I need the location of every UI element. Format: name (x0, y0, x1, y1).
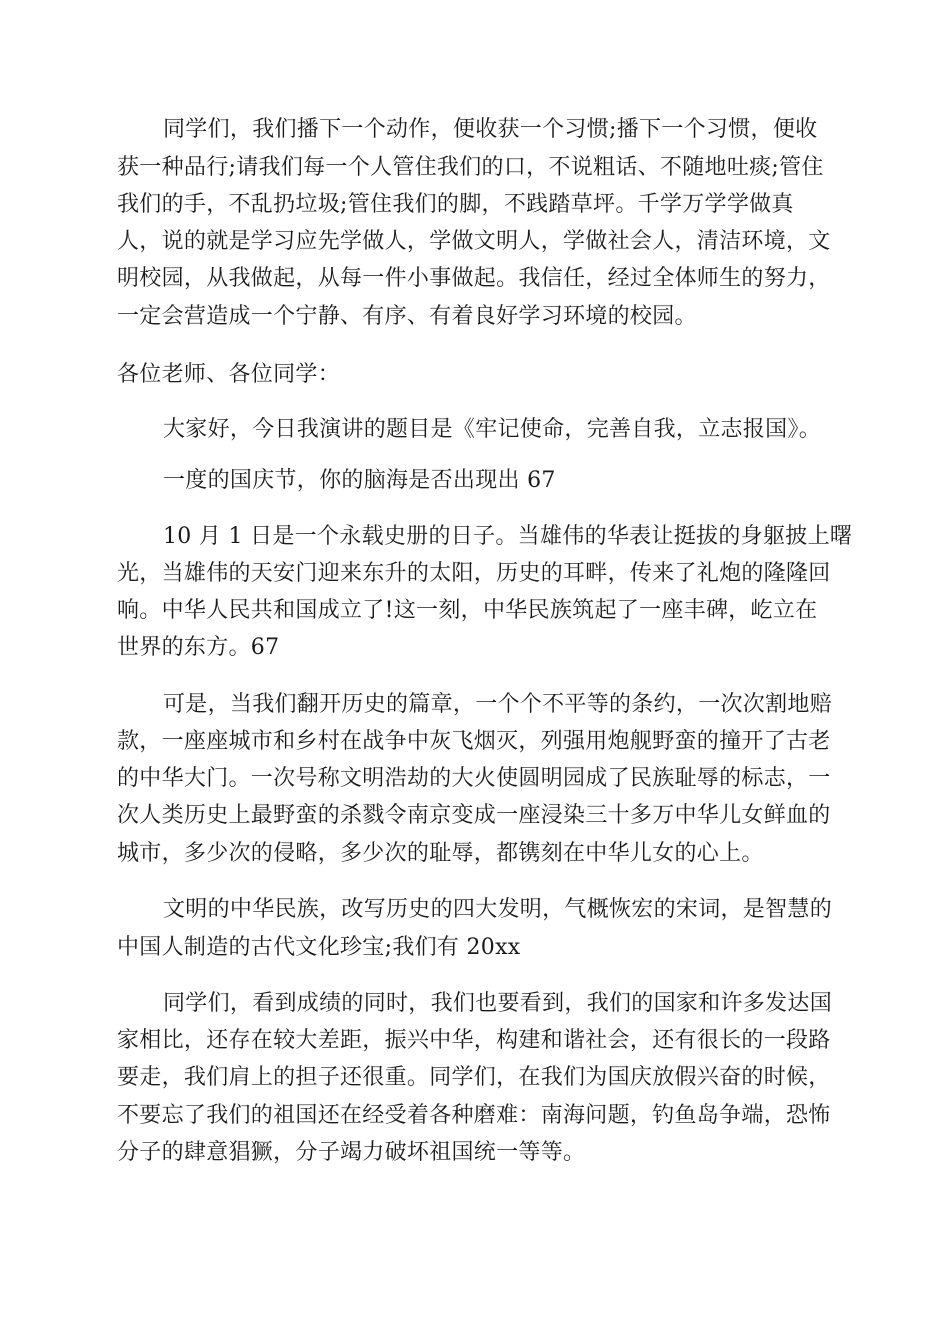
paragraph-line: 文明的中华民族，改写历史的四大发明，气概恢宏的宋词，是智慧的 (163, 897, 833, 922)
paragraph-line: 10 月 1 日是一个永载史册的日子。当雄伟的华表让挺拔的身躯披上曙 (163, 524, 853, 549)
paragraph-line: 人，说的就是学习应先学做人，学做文明人，学做社会人，清洁环境，文 (117, 229, 831, 254)
paragraph-line: 可是，当我们翻开历史的篇章，一个个不平等的条约，一次次割地赔 (163, 692, 833, 717)
paragraph-line: 明校园，从我做起，从每一件小事做起。我信任，经过全体师生的努力， (117, 266, 831, 291)
paragraph-line: 大家好，今日我演讲的题目是《牢记使命，完善自我，立志报国》。 (163, 417, 822, 442)
paragraph-line: 同学们，我们播下一个动作，便收获一个习惯;播下一个习惯，便收 (163, 117, 818, 142)
paragraph-line: 的中华大门。一次号称文明浩劫的大火使圆明园成了民族耻辱的标志，一 (117, 766, 831, 791)
paragraph-line: 城市，多少次的侵略，多少次的耻辱，都镌刻在中华儿女的心上。 (117, 841, 764, 866)
paragraph-line: 次人类历史上最野蛮的杀戮令南京变成一座浸染三十多万中华儿女鲜血的 (117, 803, 831, 828)
paragraph-line: 不要忘了我们的祖国还在经受着各种磨难：南海问题，钓鱼岛争端，恐怖 (117, 1103, 831, 1128)
paragraph-line: 光，当雄伟的天安门迎来东升的太阳，历史的耳畔，传来了礼炮的隆隆回 (117, 561, 831, 586)
paragraph-line: 世界的东方。67 (117, 635, 280, 660)
salutation: 各位老师、各位同学： (117, 362, 341, 387)
paragraph-line: 一定会营造成一个宁静、有序、有着良好学习环境的校园。 (117, 304, 697, 329)
paragraph-line: 中国人制造的古代文化珍宝;我们有 20xx (117, 935, 521, 960)
paragraph-line: 一度的国庆节，你的脑海是否出现出 67 (163, 468, 556, 493)
paragraph-line: 同学们，看到成绩的同时，我们也要看到，我们的国家和许多发达国 (163, 991, 833, 1016)
paragraph-line: 我们的手，不乱扔垃圾;管住我们的脚，不践踏草坪。千学万学学做真 (117, 192, 794, 217)
paragraph-line: 款，一座座城市和乡村在战争中灰飞烟灭，列强用炮舰野蛮的撞开了古老 (117, 729, 831, 754)
paragraph-line: 要走，我们肩上的担子还很重。同学们，在我们为国庆放假兴奋的时候， (117, 1065, 831, 1090)
paragraph-line: 分子的肆意猖獗，分子竭力破坏祖国统一等等。 (117, 1140, 586, 1165)
paragraph-line: 响。中华人民共和国成立了!这一刻，中华民族筑起了一座丰碑，屹立在 (117, 598, 818, 623)
paragraph-line: 获一种品行;请我们每一个人管住我们的口，不说粗话、不随地吐痰;管住 (117, 155, 824, 180)
paragraph-line: 家相比，还存在较大差距，振兴中华，构建和谐社会，还有很长的一段路 (117, 1028, 831, 1053)
